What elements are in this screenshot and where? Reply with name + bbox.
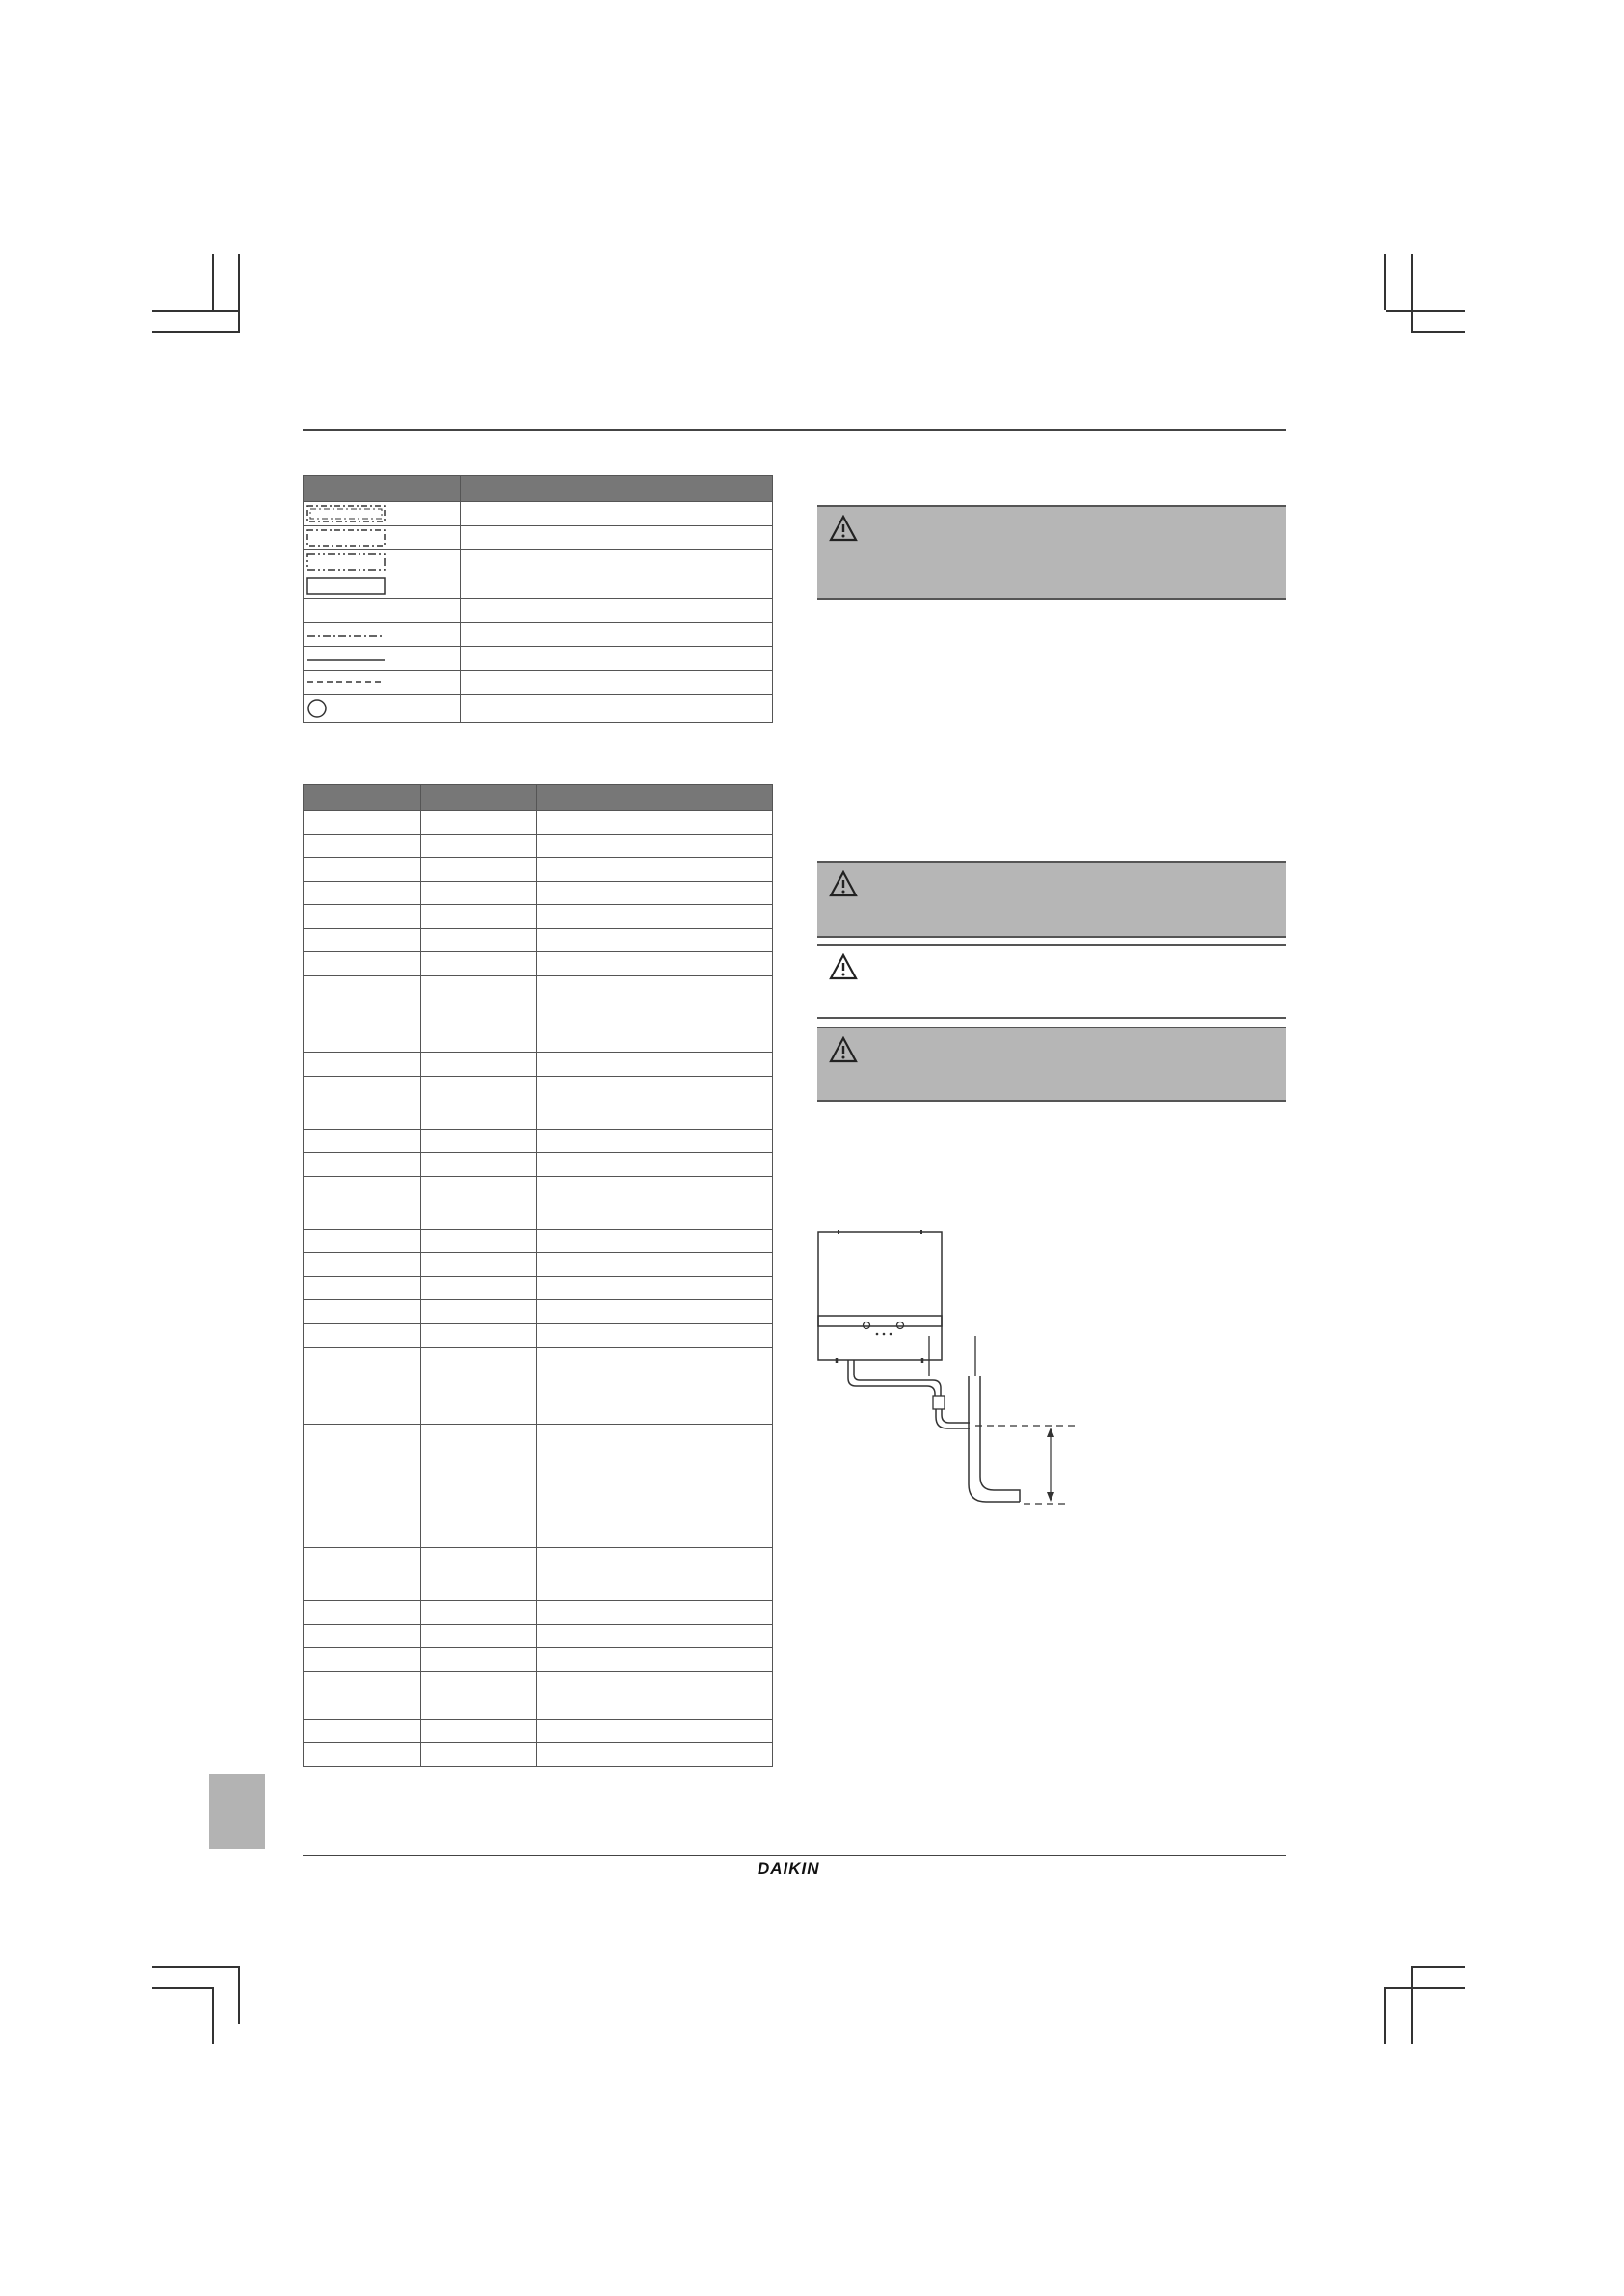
parts-table-row xyxy=(304,1253,773,1277)
parts-table-cell xyxy=(421,1229,537,1253)
parts-table-cell xyxy=(421,1695,537,1720)
drain-hose xyxy=(848,1360,970,1428)
warning-box-2 xyxy=(817,861,1286,938)
parts-table-cell xyxy=(304,1695,421,1720)
parts-table-cell xyxy=(421,928,537,952)
parts-table-row xyxy=(304,1601,773,1625)
parts-table-cell xyxy=(537,928,773,952)
parts-table-cell xyxy=(304,1601,421,1625)
parts-table-row xyxy=(304,905,773,929)
parts-table-cell xyxy=(537,1253,773,1277)
parts-table-row xyxy=(304,1548,773,1601)
parts-table-row xyxy=(304,811,773,835)
parts-table-cell xyxy=(421,1323,537,1348)
parts-table-cell xyxy=(421,1300,537,1324)
parts-table-cell xyxy=(304,952,421,976)
parts-table-cell xyxy=(304,834,421,858)
parts-table-cell xyxy=(304,928,421,952)
warning-triangle-icon xyxy=(829,515,858,542)
parts-table-cell xyxy=(304,881,421,905)
parts-table-cell xyxy=(537,1129,773,1153)
parts-table-row xyxy=(304,1348,773,1425)
parts-table-cell xyxy=(421,1743,537,1767)
legend-symbol-dashed-line xyxy=(304,671,460,694)
header-rule xyxy=(303,429,1286,431)
warning-box-1 xyxy=(817,505,1286,600)
parts-table-cell xyxy=(304,858,421,882)
parts-table-cell xyxy=(304,1323,421,1348)
warning-box-3 xyxy=(817,944,1286,1019)
legend-symbol-dash-dot-double-box xyxy=(304,502,460,525)
indoor-unit-illustration xyxy=(818,1230,942,1363)
parts-table-cell xyxy=(304,905,421,929)
parts-table-cell xyxy=(421,1348,537,1425)
legend-row xyxy=(304,623,773,647)
parts-table-cell xyxy=(304,1176,421,1229)
parts-table-cell xyxy=(304,1229,421,1253)
legend-symbol-dash-dot-line xyxy=(304,623,460,646)
parts-table-cell xyxy=(304,1719,421,1743)
parts-table-cell xyxy=(421,1253,537,1277)
legend-row xyxy=(304,647,773,671)
parts-table-row xyxy=(304,952,773,976)
parts-table-cell xyxy=(421,1176,537,1229)
parts-table-row xyxy=(304,1229,773,1253)
parts-table-cell xyxy=(537,1743,773,1767)
parts-table-cell xyxy=(304,1743,421,1767)
warning-triangle-icon xyxy=(829,953,858,980)
parts-table-cell xyxy=(537,1323,773,1348)
parts-table-row xyxy=(304,1743,773,1767)
parts-table-cell xyxy=(537,1648,773,1672)
parts-table-row xyxy=(304,834,773,858)
parts-table-cell xyxy=(537,1671,773,1695)
parts-table-row xyxy=(304,1719,773,1743)
legend-table-header xyxy=(304,476,773,502)
footer-rule xyxy=(303,1855,1286,1856)
parts-table-cell xyxy=(304,1053,421,1077)
legend-row xyxy=(304,599,773,623)
parts-table-cell xyxy=(421,1719,537,1743)
warning-triangle-icon xyxy=(829,870,858,897)
parts-table-cell xyxy=(537,1229,773,1253)
parts-table-cell xyxy=(537,834,773,858)
parts-table-row xyxy=(304,1695,773,1720)
parts-table-cell xyxy=(537,1624,773,1648)
parts-table-cell xyxy=(537,811,773,835)
legend-row xyxy=(304,671,773,695)
parts-table-cell xyxy=(421,1053,537,1077)
legend-symbol-solid-line xyxy=(304,647,460,670)
brand-logo: DAIKIN xyxy=(758,1859,820,1878)
legend-row xyxy=(304,526,773,550)
legend-symbol-circle xyxy=(304,695,460,722)
legend-symbol-solid-box xyxy=(304,574,460,598)
parts-table-cell xyxy=(537,1053,773,1077)
drain-installation-diagram xyxy=(810,1224,1089,1523)
parts-table-cell xyxy=(304,1648,421,1672)
parts-table-row xyxy=(304,975,773,1053)
parts-table-cell xyxy=(537,1153,773,1177)
parts-table-cell xyxy=(537,975,773,1053)
legend-table xyxy=(303,475,773,723)
side-tab xyxy=(209,1774,265,1849)
parts-table-cell xyxy=(537,1276,773,1300)
parts-table-cell xyxy=(304,1424,421,1548)
parts-table-cell xyxy=(537,1348,773,1425)
warning-triangle-icon xyxy=(829,1036,858,1063)
parts-table-cell xyxy=(304,1548,421,1601)
parts-table xyxy=(303,784,773,1767)
parts-table-cell xyxy=(421,811,537,835)
parts-table-cell xyxy=(304,1624,421,1648)
parts-table-cell xyxy=(304,1129,421,1153)
parts-table-cell xyxy=(421,1076,537,1129)
parts-table-cell xyxy=(304,1276,421,1300)
parts-table-cell xyxy=(537,881,773,905)
parts-table-cell xyxy=(537,858,773,882)
parts-table-cell xyxy=(537,1300,773,1324)
parts-table-cell xyxy=(537,1076,773,1129)
parts-table-row xyxy=(304,1300,773,1324)
legend-row xyxy=(304,695,773,723)
parts-table-cell xyxy=(421,858,537,882)
parts-table-row xyxy=(304,1624,773,1648)
parts-table-row xyxy=(304,1176,773,1229)
legend-symbol-empty xyxy=(304,599,460,622)
parts-table-cell xyxy=(421,1424,537,1548)
parts-table-cell xyxy=(537,1548,773,1601)
parts-table-cell xyxy=(537,1176,773,1229)
parts-table-cell xyxy=(421,1671,537,1695)
parts-table-cell xyxy=(537,1601,773,1625)
parts-table-cell xyxy=(304,1300,421,1324)
parts-table-row xyxy=(304,1053,773,1077)
parts-table-cell xyxy=(304,811,421,835)
parts-table-cell xyxy=(421,975,537,1053)
parts-table-cell xyxy=(304,1348,421,1425)
parts-table-cell xyxy=(421,1548,537,1601)
parts-table-row xyxy=(304,881,773,905)
warning-box-4 xyxy=(817,1027,1286,1102)
parts-table-row xyxy=(304,858,773,882)
parts-table-cell xyxy=(421,1601,537,1625)
parts-table-cell xyxy=(421,1276,537,1300)
parts-table-cell xyxy=(421,905,537,929)
parts-table-cell xyxy=(421,881,537,905)
legend-symbol-dash-dot-box xyxy=(304,526,460,549)
legend-row xyxy=(304,574,773,599)
parts-table-row xyxy=(304,1276,773,1300)
parts-table-cell xyxy=(421,952,537,976)
parts-table-cell xyxy=(421,1624,537,1648)
parts-table-cell xyxy=(421,1129,537,1153)
parts-table-cell xyxy=(421,834,537,858)
parts-table-cell xyxy=(304,975,421,1053)
parts-table-row xyxy=(304,928,773,952)
parts-table-cell xyxy=(304,1671,421,1695)
parts-table-row xyxy=(304,1323,773,1348)
parts-table-cell xyxy=(304,1076,421,1129)
parts-table-cell xyxy=(421,1153,537,1177)
legend-row xyxy=(304,502,773,526)
parts-table-row xyxy=(304,1129,773,1153)
parts-table-cell xyxy=(421,1648,537,1672)
parts-table-cell xyxy=(537,1719,773,1743)
parts-table-cell xyxy=(537,1695,773,1720)
parts-table-cell xyxy=(537,1424,773,1548)
parts-table-row xyxy=(304,1076,773,1129)
parts-table-row xyxy=(304,1648,773,1672)
parts-table-row xyxy=(304,1424,773,1548)
height-dimension xyxy=(975,1426,1079,1504)
parts-table-row xyxy=(304,1153,773,1177)
parts-table-cell xyxy=(537,952,773,976)
parts-table-cell xyxy=(537,905,773,929)
legend-symbol-dash-dot-box-alt xyxy=(304,550,460,574)
parts-table-header xyxy=(304,785,773,811)
parts-table-row xyxy=(304,1671,773,1695)
parts-table-cell xyxy=(304,1253,421,1277)
parts-table-cell xyxy=(304,1153,421,1177)
legend-row xyxy=(304,550,773,574)
